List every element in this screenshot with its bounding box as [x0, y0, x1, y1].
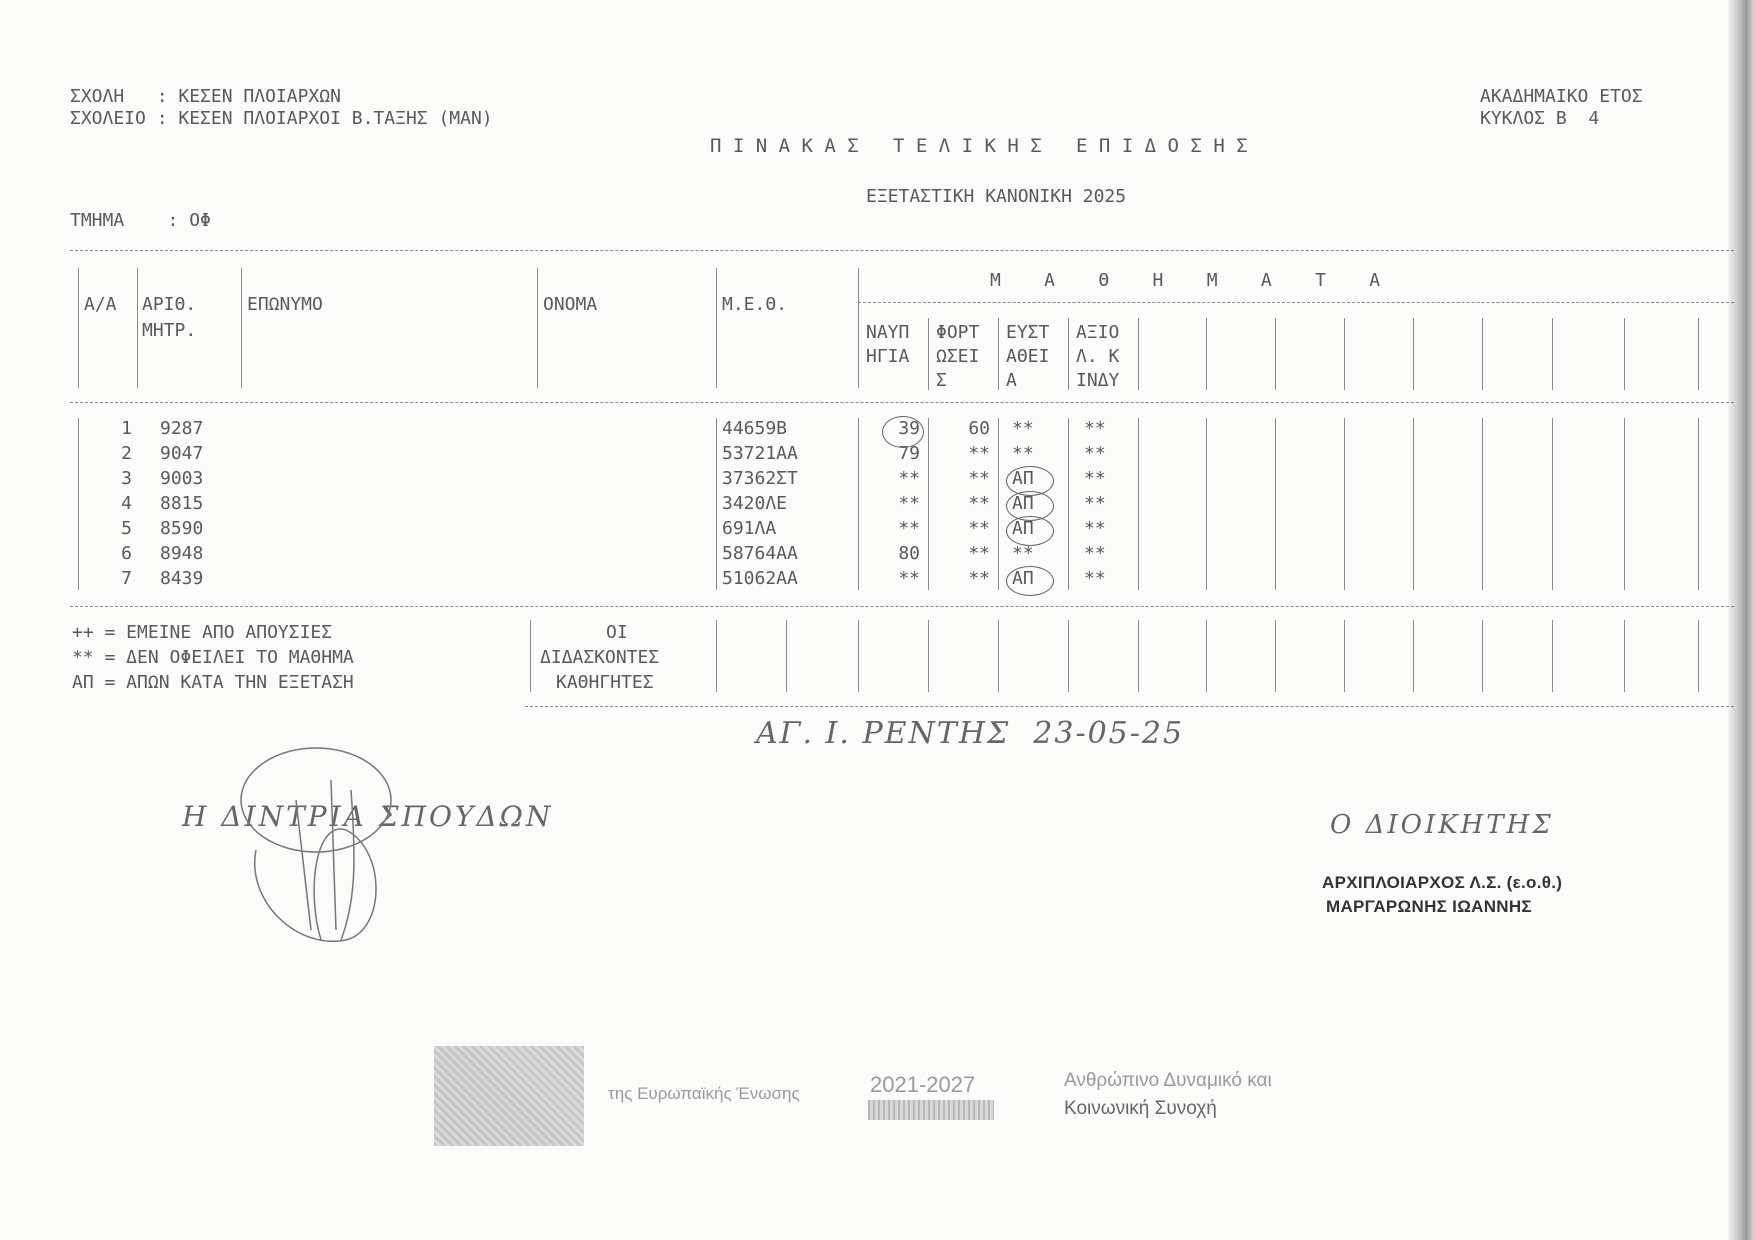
vline	[1275, 418, 1276, 590]
vline	[1275, 620, 1276, 692]
vline	[137, 268, 138, 388]
cell-aa: 2	[121, 443, 132, 464]
cell-am: 8439	[160, 568, 204, 589]
vline	[1138, 620, 1139, 692]
cell-s2: **	[968, 443, 990, 464]
vline	[1698, 418, 1699, 590]
vline	[1138, 418, 1139, 590]
cell-s1: 80	[898, 543, 920, 564]
subj3-line3: Α	[1006, 370, 1017, 391]
subj3-line1: ΕΥΣΤ	[1006, 322, 1050, 343]
rule-body-bottom	[70, 606, 1734, 607]
col-meth: Μ.Ε.Θ.	[722, 294, 788, 315]
cell-aa: 6	[121, 543, 132, 564]
cell-s3: ΑΠ	[1012, 493, 1034, 514]
cell-s1: **	[898, 568, 920, 589]
vline	[1344, 318, 1345, 390]
col-surname: ΕΠΩΝΥΜΟ	[247, 294, 323, 315]
cell-s4: **	[1084, 418, 1106, 439]
scan-edge	[1728, 0, 1754, 1240]
vline	[928, 418, 929, 590]
cell-meth: 37362ΣΤ	[722, 468, 798, 489]
vline	[1413, 318, 1414, 390]
cell-am: 9003	[160, 468, 204, 489]
vline	[1552, 418, 1553, 590]
subj4-line1: ΑΞΙΟ	[1076, 322, 1120, 343]
vline	[1482, 318, 1483, 390]
cell-aa: 7	[121, 568, 132, 589]
stamp-rank: ΑΡΧΙΠΛΟΙΑΡΧΟΣ Λ.Σ. (ε.ο.θ.)	[1322, 873, 1563, 892]
cell-s1: 39	[898, 418, 920, 439]
vline	[78, 418, 79, 590]
vline	[716, 418, 717, 590]
vline	[858, 620, 859, 692]
vline	[1344, 418, 1345, 590]
cell-s1: **	[898, 493, 920, 514]
subj1-line1: ΝΑΥΠ	[866, 322, 910, 343]
vline	[786, 620, 787, 692]
handwritten-signoff: ΑΓ. Ι. ΡΕΝΤΗΣ 23-05-25	[756, 716, 1185, 751]
cell-aa: 4	[121, 493, 132, 514]
vline	[1138, 318, 1139, 390]
exam-title: ΕΞΕΤΑΣΤΙΚΗ ΚΑΝΟΝΙΚΗ 2025	[866, 186, 1127, 207]
grade-circle	[1006, 566, 1054, 596]
cell-s4: **	[1084, 493, 1106, 514]
subj4-line3: ΙΝΔΥ	[1076, 370, 1120, 391]
cell-s2: **	[968, 568, 990, 589]
vline	[78, 268, 79, 388]
cell-am: 8590	[160, 518, 204, 539]
cell-s4: **	[1084, 518, 1106, 539]
cell-s4: **	[1084, 443, 1106, 464]
legend-absent: ΑΠ = ΑΠΩΝ ΚΑΤΑ ΤΗΝ ΕΞΕΤΑΣΗ	[72, 672, 354, 693]
vline	[998, 620, 999, 692]
cell-am: 9287	[160, 418, 204, 439]
cell-meth: 691ΛΑ	[722, 518, 777, 539]
grade-circle	[882, 416, 924, 448]
vline	[1413, 620, 1414, 692]
vline	[1482, 418, 1483, 590]
col-name: ΟΝΟΜΑ	[543, 294, 598, 315]
cell-s1: **	[898, 518, 920, 539]
vline	[537, 268, 538, 388]
social-line1: Ανθρώπινο Δυναμικό και	[1064, 1070, 1272, 1091]
teachers-line3: ΚΑΘΗΓΗΤΕΣ	[556, 672, 654, 693]
vline	[998, 318, 999, 390]
handwritten-director-studies: Η ΔΙΝΤΡΙΑ ΣΠΟΥΔΩΝ	[182, 800, 554, 833]
vline	[1624, 418, 1625, 590]
cell-s4: **	[1084, 543, 1106, 564]
cell-s2: **	[968, 468, 990, 489]
cell-s3: ΑΠ	[1012, 568, 1034, 589]
program-bar-logo	[868, 1100, 994, 1120]
subj1-line2: ΗΓΙΑ	[866, 346, 910, 367]
cell-s4: **	[1084, 568, 1106, 589]
col-mhtr: ΜΗΤΡ.	[142, 320, 197, 341]
cell-am: 9047	[160, 443, 204, 464]
stamp-name: ΜΑΡΓΑΡΩΝΗΣ ΙΩΑΝΝΗΣ	[1326, 897, 1532, 916]
legend-absences: ++ = ΕΜΕΙΝΕ ΑΠΟ ΑΠΟΥΣΙΕΣ	[72, 622, 333, 643]
cell-am: 8948	[160, 543, 204, 564]
subj2-line1: ΦΟΡΤ	[936, 322, 980, 343]
vline	[858, 268, 859, 388]
cell-meth: 53721ΑΑ	[722, 443, 798, 464]
subj2-line3: Σ	[936, 370, 947, 391]
vline	[998, 418, 999, 590]
vline	[716, 620, 717, 692]
eu-flag-logo	[434, 1046, 584, 1146]
vline	[1624, 620, 1625, 692]
vline	[1068, 418, 1069, 590]
vline	[1206, 620, 1207, 692]
cell-s3: ΑΠ	[1012, 468, 1034, 489]
department: ΤΜΗΜΑ : ΟΦ	[70, 210, 211, 231]
page-title: Π Ι Ν Α Κ Α Σ Τ Ε Λ Ι Κ Η Σ Ε Π Ι Δ Ο Σ Η Σ	[710, 135, 1248, 157]
school-line: ΣΧΟΛΗ : ΚΕΣΕΝ ΠΛΟΙΑΡΧΩΝ	[70, 86, 341, 107]
vline	[1206, 318, 1207, 390]
cell-meth: 58764ΑΑ	[722, 543, 798, 564]
cell-aa: 5	[121, 518, 132, 539]
subj4-line2: Λ. Κ	[1076, 346, 1120, 367]
legend-not-owed: ** = ΔΕΝ ΟΦΕΙΛΕΙ ΤΟ ΜΑΘΗΜΑ	[72, 647, 354, 668]
vline	[1552, 620, 1553, 692]
cell-s2: 60	[968, 418, 990, 439]
cell-s4: **	[1084, 468, 1106, 489]
vline	[1482, 620, 1483, 692]
vline	[1206, 418, 1207, 590]
signature-icon	[236, 740, 406, 960]
eu-text: της Ευρωπαϊκής Ένωσης	[608, 1084, 800, 1103]
cell-meth: 51062ΑΑ	[722, 568, 798, 589]
subj3-line2: ΑΘΕΙ	[1006, 346, 1050, 367]
vline	[1344, 620, 1345, 692]
vline	[241, 268, 242, 388]
cycle: ΚΥΚΛΟΣ Β 4	[1480, 108, 1600, 129]
vline	[1698, 620, 1699, 692]
cell-s3: **	[1012, 543, 1034, 564]
rule-footer	[525, 706, 1734, 707]
grade-circle	[1006, 516, 1054, 546]
col-arith: ΑΡΙΘ.	[142, 294, 197, 315]
social-line2: Κοινωνική Συνοχή	[1064, 1098, 1217, 1119]
vline	[858, 418, 859, 590]
vline	[716, 268, 717, 388]
vline	[1624, 318, 1625, 390]
cell-s2: **	[968, 518, 990, 539]
vline	[1552, 318, 1553, 390]
vline	[1275, 318, 1276, 390]
cell-aa: 1	[121, 418, 132, 439]
vline	[1068, 620, 1069, 692]
vline	[530, 620, 531, 692]
school-unit-line: ΣΧΟΛΕΙΟ : ΚΕΣΕΝ ΠΛΟΙΑΡΧΟΙ Β.ΤΑΞΗΣ (ΜΑΝ)	[70, 108, 493, 129]
vline	[928, 318, 929, 390]
cell-aa: 3	[121, 468, 132, 489]
cell-s3: **	[1012, 443, 1034, 464]
vline	[1068, 318, 1069, 390]
cell-s1: **	[898, 468, 920, 489]
vline	[1698, 318, 1699, 390]
teachers-line1: ΟΙ	[606, 622, 628, 643]
program-years: 2021-2027	[870, 1072, 976, 1097]
subjects-title: Μ Α Θ Η Μ Α Τ Α	[990, 270, 1381, 291]
vline	[1413, 418, 1414, 590]
cell-am: 8815	[160, 493, 204, 514]
col-aa: Α/Α	[84, 294, 117, 315]
cell-s3: **	[1012, 418, 1034, 439]
teachers-line2: ΔΙΔΑΣΚΟΝΤΕΣ	[540, 647, 660, 668]
cell-s2: **	[968, 543, 990, 564]
vline	[928, 620, 929, 692]
rule-header-bottom	[70, 402, 1734, 403]
cell-s1: 79	[898, 443, 920, 464]
rule-subjects	[858, 302, 1734, 303]
cell-meth: 44659Β	[722, 418, 788, 439]
cell-s3: ΑΠ	[1012, 518, 1034, 539]
handwritten-commander: Ο ΔΙΟΙΚΗΤΗΣ	[1330, 810, 1554, 840]
cell-meth: 3420ΛΕ	[722, 493, 788, 514]
academic-year: ΑΚΑΔΗΜΑΙΚΟ ΕΤΟΣ	[1480, 86, 1643, 107]
rule-top	[70, 250, 1734, 251]
cell-s2: **	[968, 493, 990, 514]
subj2-line2: ΩΣΕΙ	[936, 346, 980, 367]
